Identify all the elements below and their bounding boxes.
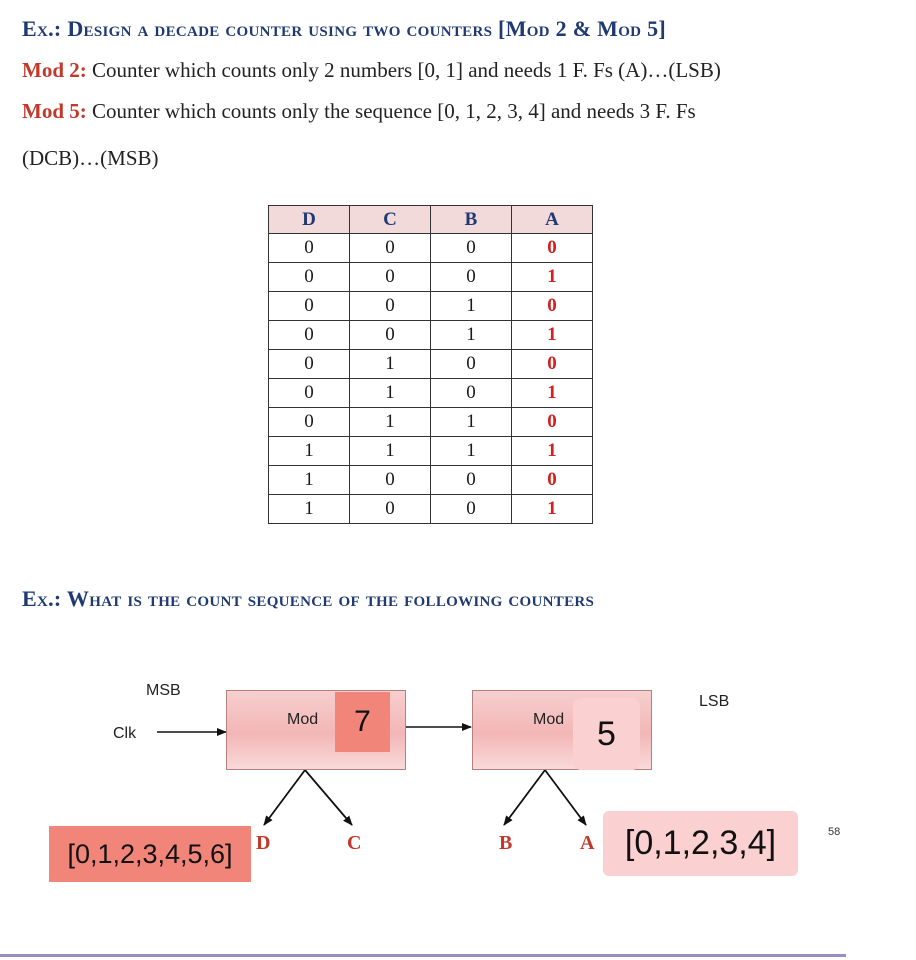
truth-table-cell-d: 1 [269, 437, 350, 466]
mod5-box-label: Mod [533, 711, 565, 728]
mod2-label: Mod 2: [22, 58, 87, 82]
msb-label: MSB [146, 682, 181, 699]
truth-table-cell-c: 1 [350, 408, 431, 437]
header-c: C [350, 206, 431, 234]
truth-table-cell-b: 1 [431, 321, 512, 350]
sequence-left-annotation: [0,1,2,3,4,5,6] [49, 826, 251, 882]
output-d: D [256, 832, 271, 854]
truth-table-cell-d: 0 [269, 292, 350, 321]
ex1-heading: Ex.: Design a decade counter using two counters [Mod 2 & Mod 5] [22, 16, 667, 41]
truth-table-cell-c: 0 [350, 292, 431, 321]
truth-table-cell-c: 0 [350, 263, 431, 292]
truth-table-cell-b: 0 [431, 350, 512, 379]
bottom-divider [0, 954, 846, 957]
lsb-label: LSB [699, 693, 730, 710]
truth-table-cell-a: 0 [512, 234, 593, 263]
truth-table-cell-b: 1 [431, 408, 512, 437]
truth-table-cell-a: 1 [512, 379, 593, 408]
clk-label: Clk [113, 725, 137, 742]
mod5-text: Counter which counts only the sequence [0, 1, 2, 3, 4] and needs 3 F. Fs [86, 99, 696, 123]
mod5-label: Mod 5: [22, 99, 87, 123]
truth-table-cell-a: 0 [512, 292, 593, 321]
truth-table-cell-a: 1 [512, 495, 593, 524]
truth-table-cell-b: 0 [431, 263, 512, 292]
truth-table-cell-c: 1 [350, 350, 431, 379]
arrow-b [504, 770, 545, 825]
truth-table-cell-c: 0 [350, 495, 431, 524]
truth-table-cell-c: 0 [350, 234, 431, 263]
truth-table-cell-b: 0 [431, 234, 512, 263]
mod5-line-2: (DCB)…(MSB) [22, 146, 159, 170]
truth-table-cell-a: 1 [512, 263, 593, 292]
output-a: A [580, 832, 595, 854]
output-b: B [499, 832, 513, 854]
output-c: C [347, 832, 362, 854]
truth-table-cell-d: 0 [269, 350, 350, 379]
truth-table-cell-a: 0 [512, 408, 593, 437]
truth-table-cell-a: 0 [512, 466, 593, 495]
mod7-annotation: 7 [335, 692, 390, 752]
truth-table-cell-d: 1 [269, 495, 350, 524]
mod5-annotation: 5 [573, 698, 640, 770]
truth-table-cell-b: 1 [431, 437, 512, 466]
truth-table-cell-c: 0 [350, 466, 431, 495]
arrow-d [264, 770, 305, 825]
arrow-a [545, 770, 586, 825]
arrow-c [305, 770, 352, 825]
page-number: 58 [828, 826, 841, 838]
truth-table-cell-c: 1 [350, 379, 431, 408]
header-b: B [431, 206, 512, 234]
truth-table-cell-d: 0 [269, 408, 350, 437]
truth-table-cell-d: 0 [269, 321, 350, 350]
truth-table-cell-a: 1 [512, 437, 593, 466]
header-d: D [269, 206, 350, 234]
header-a: A [512, 206, 593, 234]
truth-table-cell-a: 1 [512, 321, 593, 350]
mod2-text: Counter which counts only 2 numbers [0, 1] and needs 1 F. Fs (A)…(LSB) [86, 58, 721, 82]
truth-table-cell-d: 0 [269, 234, 350, 263]
truth-table-cell-b: 0 [431, 379, 512, 408]
truth-table-cell-b: 0 [431, 495, 512, 524]
truth-table-cell-c: 1 [350, 437, 431, 466]
truth-table-cell-c: 0 [350, 321, 431, 350]
mod7-box-label: Mod [287, 711, 319, 728]
truth-table-cell-d: 0 [269, 263, 350, 292]
ex2-heading: Ex.: What is the count sequence of the following counters [22, 586, 595, 611]
truth-table-cell-b: 1 [431, 292, 512, 321]
truth-table-cell-a: 0 [512, 350, 593, 379]
truth-table-cell-d: 0 [269, 379, 350, 408]
truth-table-cell-d: 1 [269, 466, 350, 495]
truth-table-cell-b: 0 [431, 466, 512, 495]
sequence-right-annotation: [0,1,2,3,4] [603, 811, 798, 876]
